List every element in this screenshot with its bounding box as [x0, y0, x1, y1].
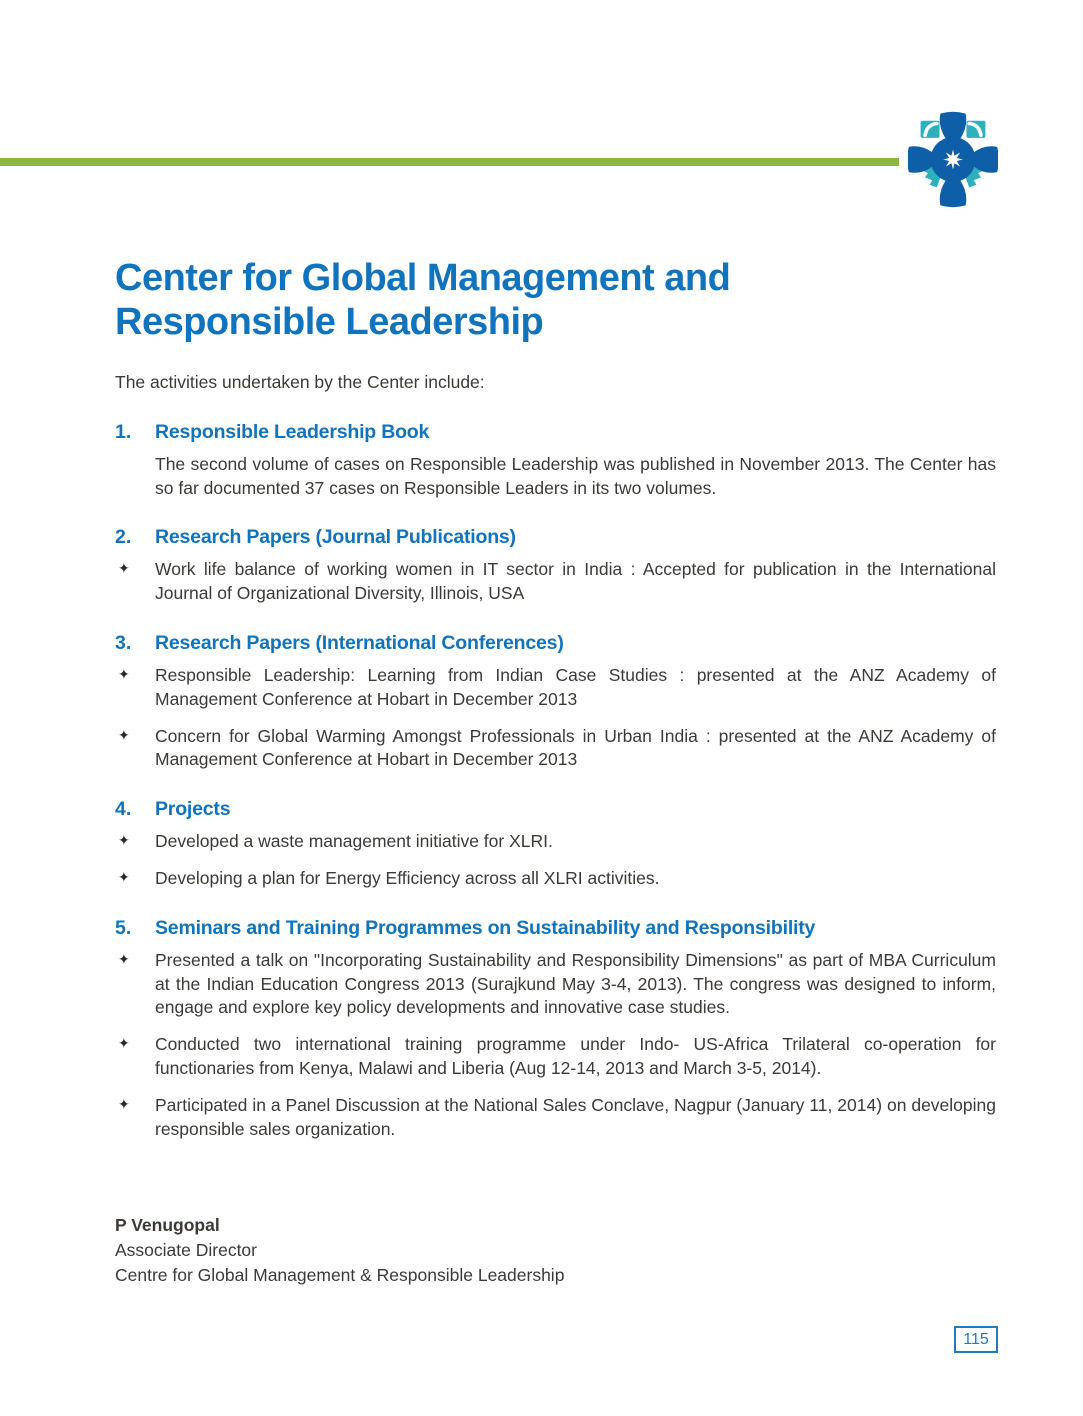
section — [115, 421, 996, 501]
page-number-badge: 115 — [954, 1326, 998, 1353]
section-number: 2. — [115, 526, 132, 549]
sections-container — [115, 421, 996, 1142]
section-header — [115, 421, 996, 444]
bullet-star-icon: ✦ — [118, 1036, 130, 1053]
section — [115, 917, 996, 1142]
list-item — [115, 867, 996, 891]
section-header — [115, 798, 996, 821]
signature-name: P Venugopal — [115, 1215, 220, 1236]
bullet-star-icon: ✦ — [118, 1096, 130, 1113]
intro-text: The activities undertaken by the Center include: — [115, 372, 485, 393]
section-paragraph: The second volume of cases on Responsible Leadership was published in November 2013. The Center has so far documented 37 cases on Responsible Leaders in its two volumes. — [155, 453, 996, 498]
list-item — [115, 558, 996, 606]
section-header — [115, 632, 996, 655]
section-number: 1. — [115, 420, 132, 443]
section — [115, 526, 996, 606]
section-header — [115, 526, 996, 549]
list-item — [115, 949, 996, 1020]
page-title — [115, 256, 996, 344]
bullet-star-icon: ✦ — [118, 951, 130, 968]
section-number: 4. — [115, 798, 132, 821]
list-item — [115, 725, 996, 773]
xlri-emblem-icon — [908, 111, 998, 208]
section-heading: Projects — [155, 798, 231, 821]
list-item — [115, 1033, 996, 1081]
section-heading: Responsible Leadership Book — [155, 420, 430, 443]
section-number: 5. — [115, 916, 132, 939]
list-item-text: Developing a plan for Energy Efficiency across all XLRI activities. — [155, 867, 660, 888]
section-heading: Seminars and Training Programmes on Sustainability and Responsibility — [155, 916, 816, 939]
list-item — [115, 664, 996, 712]
list-item-text: Concern for Global Warming Amongst Professionals in Urban India : presented at the ANZ Academy of Management Conference at Hobart in December 2013 — [155, 725, 996, 770]
bullet-star-icon: ✦ — [118, 561, 130, 578]
list-item-text: Presented a talk on "Incorporating Sustainability and Responsibility Dimensions" as part of MBA Curriculum at the Indian Education Congress 2013 (Surajkund May 3-4, 2013). The congress was designed to inform, engage and explore key policy developments and innovative case studies. — [155, 949, 996, 1018]
list-item-text: Developed a waste management initiative for XLRI. — [155, 831, 553, 852]
list-item — [115, 830, 996, 854]
header-rule — [0, 158, 899, 166]
page-title-line2: Responsible Leadership — [115, 301, 544, 344]
section — [115, 632, 996, 772]
signature-title: Associate Director — [115, 1240, 257, 1261]
list-item — [115, 1094, 996, 1142]
section — [115, 798, 996, 891]
section-heading: Research Papers (Journal Publications) — [155, 526, 516, 549]
section-heading: Research Papers (International Conferences) — [155, 631, 564, 654]
document-body — [115, 256, 996, 1288]
list-item-text: Responsible Leadership: Learning from Indian Case Studies : presented at the ANZ Academy of Management Conference at Hobart in December 2013 — [155, 664, 996, 709]
signature-org: Centre for Global Management & Responsible Leadership — [115, 1265, 565, 1286]
list-item-text: Work life balance of working women in IT sector in India : Accepted for publication in the International Journal of Organizational Diversity, Illinois, USA — [155, 559, 996, 604]
bullet-star-icon: ✦ — [118, 666, 130, 683]
signature-block — [115, 1213, 996, 1288]
list-item-text: Conducted two international training programme under Indo- US-Africa Trilateral co-operation for functionaries from Kenya, Malawi and Liberia (Aug 12-14, 2013 and March 3-5, 2014). — [155, 1034, 996, 1078]
bullet-star-icon: ✦ — [118, 833, 130, 850]
section-number: 3. — [115, 631, 132, 654]
section-header — [115, 917, 996, 940]
bullet-star-icon: ✦ — [118, 727, 130, 744]
list-item-text: Participated in a Panel Discussion at the National Sales Conclave, Nagpur (January 11, 2014) on developing responsible sales organization. — [155, 1094, 996, 1139]
bullet-star-icon: ✦ — [118, 869, 130, 886]
page-title-line1: Center for Global Management and — [115, 257, 731, 299]
